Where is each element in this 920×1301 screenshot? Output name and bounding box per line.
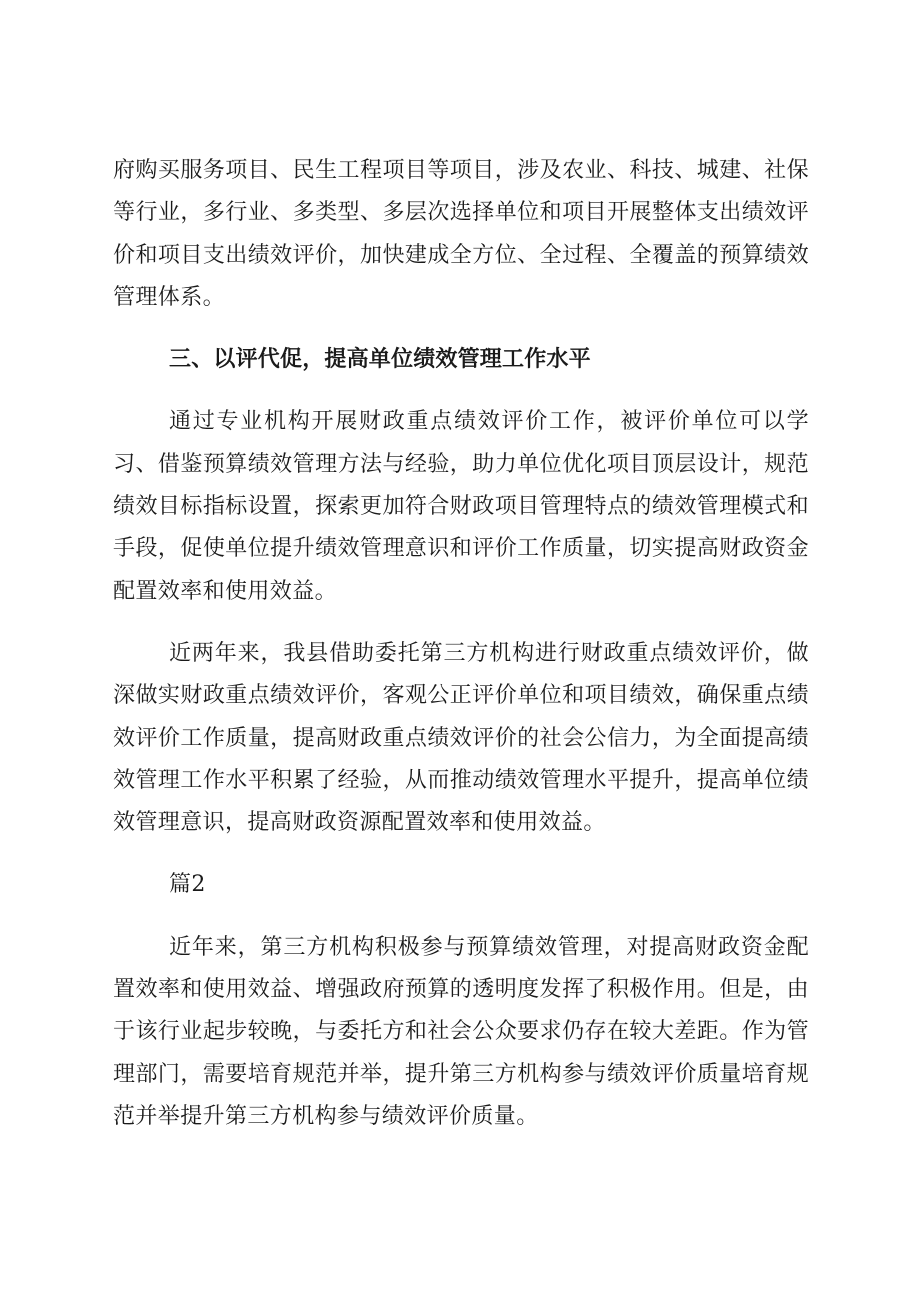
body-paragraph: 通过专业机构开展财政重点绩效评价工作，被评价单位可以学习、借鉴预算绩效管理方法与经验，助力单位优化项目顶层设计，规范绩效目标指标设置，探索更加符合财政项目管理特点的绩效管理模式和手段，促使单位提升绩效管理意识和评价工作质量，切实提高财政资金配置效率和使用效益。: [113, 409, 809, 604]
section-heading: 三、以评代促，提高单位绩效管理工作水平: [169, 347, 591, 373]
continuation-paragraph: 府购买服务项目、民生工程项目等项目，涉及农业、科技、城建、社保等行业，多行业、多类型、多层次选择单位和项目开展整体支出绩效评价和项目支出绩效评价，加快建成全方位、全过程、全覆盖的预算绩效管理体系。: [113, 158, 809, 310]
body-paragraph: 近两年来，我县借助委托第三方机构进行财政重点绩效评价，做深做实财政重点绩效评价，客观公正评价单位和项目绩效，确保重点绩效评价工作质量，提高财政重点绩效评价的社会公信力，为全面提高绩效管理工作水平积累了经验，从而推动绩效管理水平提升，提高单位绩效管理意识，提高财政资源配置效率和使用效益。: [113, 640, 809, 836]
chapter-label: 篇2: [169, 872, 206, 898]
document-page: [113, 150, 809, 1138]
body-paragraph: 近年来，第三方机构积极参与预算绩效管理，对提高财政资金配置效率和使用效益、增强政府预算的透明度发挥了积极作用。但是，由于该行业起步较晚，与委托方和社会公众要求仍存在较大差距。作为管理部门，需要培育规范并举，提升第三方机构参与绩效评价质量培育规范并举提升第三方机构参与绩效评价质量。: [113, 934, 809, 1129]
